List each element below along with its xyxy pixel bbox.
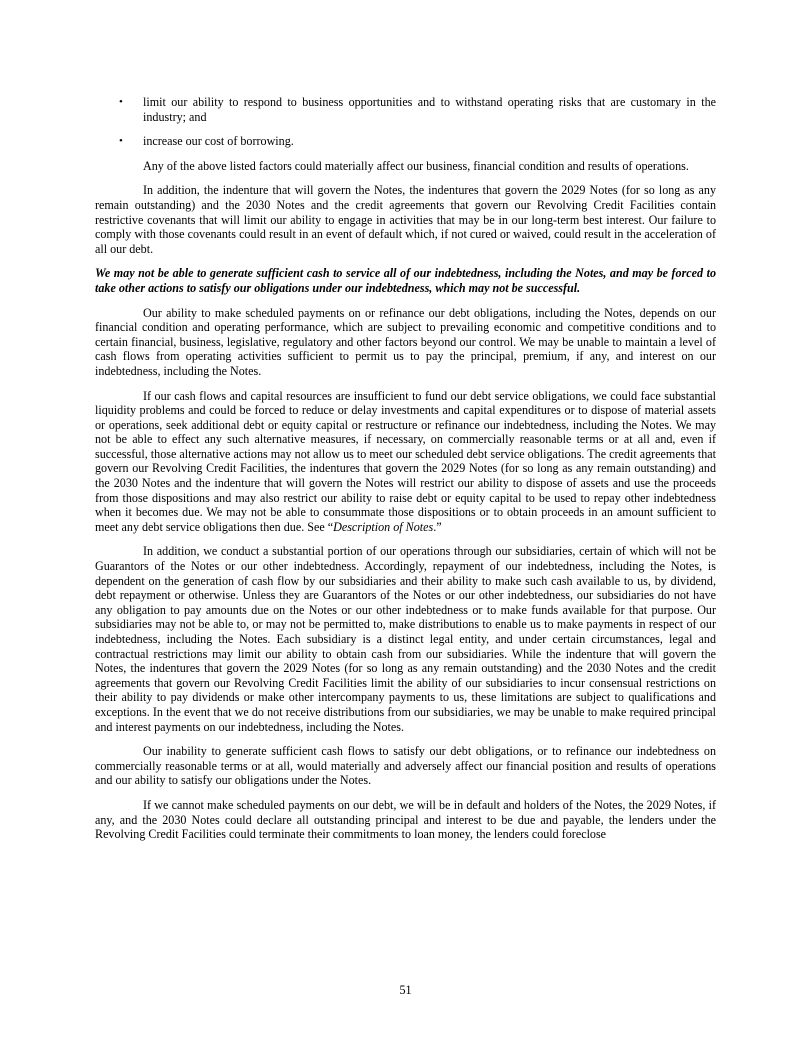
cross-reference: Description of Notes [333, 519, 434, 534]
bullet-icon: • [119, 96, 123, 108]
page-number: 51 [399, 983, 412, 997]
bullet-text: limit our ability to respond to business opportunities and to withstand operating risks that are customary in the industry; and [143, 95, 716, 124]
bullet-icon: • [119, 135, 123, 148]
bullet-item [95, 134, 716, 149]
paragraph: Any of the above listed factors could materially affect our business, financial condition and results of operations. [143, 158, 689, 173]
paragraph [95, 389, 716, 535]
paragraph: Our ability to make scheduled payments on or refinance our debt obligations, including the Notes, depends on our financial condition and operating performance, which are subject to prevailing economic and competitive conditions and to certain financial, business, legislative, regulatory and other factors beyond our control. We may be unable to maintain a level of cash flows from operating activities sufficient to permit us to pay the principal, premium, if any, and interest on our indebtedness, including the Notes. [95, 305, 716, 378]
paragraph: If we cannot make scheduled payments on our debt, we will be in default and holders of the Notes, the 2029 Notes, if any, and the 2030 Notes could declare all outstanding principal and interest to be due and payable, the lenders under the Revolving Credit Facilities could terminate their commitments to loan money, the lenders could foreclose [95, 797, 716, 842]
page-body [95, 95, 716, 852]
paragraph: In addition, the indenture that will govern the Notes, the indentures that govern the 2029 Notes (for so long as any remain outstanding) and the 2030 Notes and the credit agreements that govern our Revolving Credit Facilities contain restrictive covenants that will limit our ability to engage in activities that may be in our long-term best interest. Our failure to comply with those covenants could result in an event of default which, if not cured or waived, could result in the acceleration of all our debt. [95, 183, 716, 256]
bullet-text: increase our cost of borrowing. [143, 134, 294, 149]
paragraph: In addition, we conduct a substantial portion of our operations through our subsidiaries, certain of which will not be Guarantors of the Notes or our other indebtedness. Accordingly, repayment of our indebtedness, including the Notes, is dependent on the generation of cash flow by our subsidiaries and their ability to make such cash available to us, by dividend, debt repayment or otherwise. Unless they are Guarantors of the Notes or our other indebtedness, our subsidiaries do not have any obligation to pay amounts due on the Notes or our other indebtedness or to make funds available for that purpose. Our subsidiaries may not be able to, or may not be permitted to, make distributions to enable us to make payments in respect of our indebtedness, including the Notes. Each subsidiary is a distinct legal entity, and under certain circumstances, legal and contractual restrictions may limit our ability to obtain cash from our subsidiaries. While the indenture that will govern the Notes, the indentures that govern the 2029 Notes (for so long as any remain outstanding) and the 2030 Notes and the credit agreements that govern our Revolving Credit Facilities limit the ability of our subsidiaries to incur consensual restrictions on their ability to pay dividends or make other intercompany payments to us, these limitations are subject to qualifications and exceptions. In the event that we do not receive distributions from our subsidiaries, we may be unable to make required principal and interest payments on our indebtedness, including the Notes. [95, 544, 716, 734]
paragraph-text: If our cash flows and capital resources are insufficient to fund our debt service obligations, we could face substantial liquidity problems and could be forced to reduce or delay investments and capital expenditures or to dispose of material assets or operations, seek additional debt or equity capital or restructure or refinance our indebtedness, including the Notes. We may not be able to effect any such alternative measures, if necessary, on commercially reasonable terms or at all and, even if successful, those alternative actions may not allow us to meet our scheduled debt service obligations. The credit agreements that govern our Revolving Credit Facilities, the indentures that govern the 2029 Notes (for so long as any remain outstanding) and the 2030 Notes and the indenture that will govern the Notes will restrict our ability to dispose of assets and use the proceeds from those dispositions and may also restrict our ability to raise debt or equity capital to be used to repay other indebtedness when it becomes due. We may not be able to consummate those dispositions or to obtain proceeds in an amount sufficient to meet any debt service obligations then due. See “ [95, 388, 716, 534]
section-heading: We may not be able to generate sufficient cash to service all of our indebtedness, including the Notes, and may be forced to take other actions to satisfy our obligations under our indebtedness, which may not be successful. [95, 266, 716, 295]
bullet-item [95, 95, 716, 124]
paragraph-text-end: .” [433, 519, 442, 534]
paragraph: Our inability to generate sufficient cash flows to satisfy our debt obligations, or to refinance our indebtedness on commercially reasonable terms or at all, would materially and adversely affect our financial position and results of operations and our ability to satisfy our obligations under the Notes. [95, 744, 716, 788]
